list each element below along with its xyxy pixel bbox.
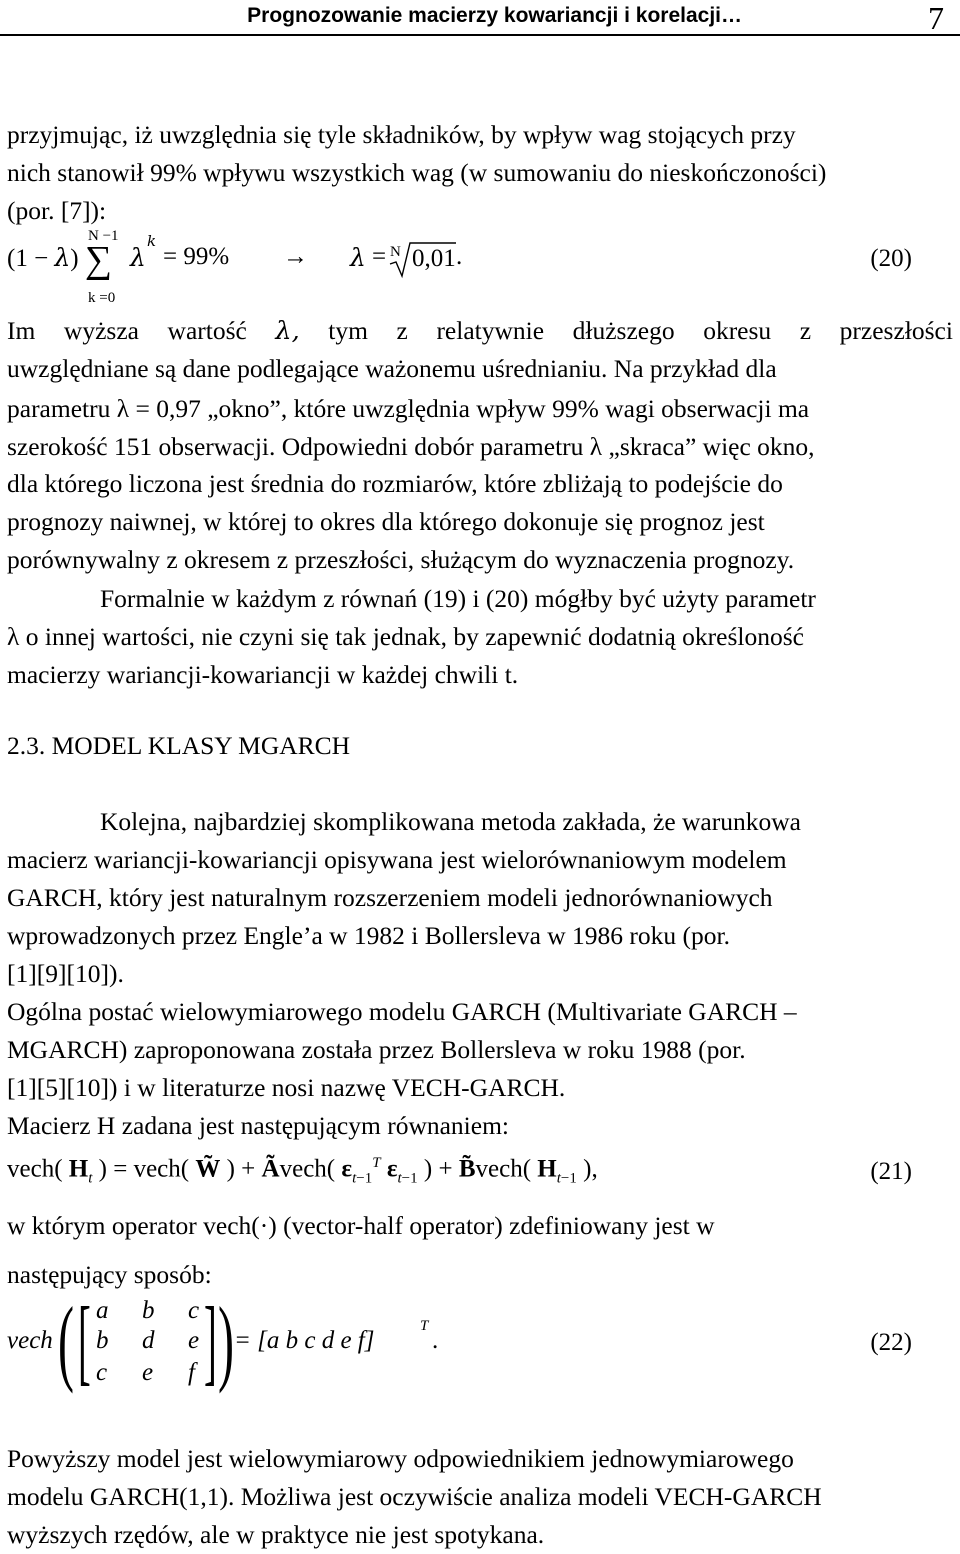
text-line: GARCH, który jest naturalnym rozszerzeniem modeli jednorównaniowych	[7, 883, 773, 912]
text-line: Ogólna postać wielowymiarowego modelu GARCH (Multivariate GARCH –	[7, 997, 797, 1026]
text-line: λ o innej wartości, nie czyni się tak jednak, by zapewnić dodatnią określoność	[7, 622, 804, 651]
text-line: prognozy naiwnej, w której to okres dla którego dokonuje się prognoz jest	[7, 507, 765, 536]
text-line: nich stanowił 99% wpływu wszystkich wag (w sumowaniu do nieskończoności)	[7, 158, 827, 187]
text-line: parametru λ = 0,97 „okno”, które uwzględnia wpływ 99% wagi obserwacji ma	[7, 394, 810, 423]
page-number: 7	[928, 0, 944, 36]
text-line: Powyższy model jest wielowymiarowy odpowiednikiem jednowymiarowego	[7, 1444, 794, 1473]
text-line: (por. [7]):	[7, 196, 107, 225]
text-line: szerokość 151 obserwacji. Odpowiedni dobór parametru λ „skraca” więc okno,	[7, 432, 815, 461]
section-heading: 2.3. MODEL KLASY MGARCH	[7, 731, 351, 760]
text-line: macierz wariancji-kowariancji opisywana jest wielorównaniowym modelem	[7, 845, 787, 874]
text-line: wyższych rzędów, ale w praktyce nie jest spotykana.	[7, 1520, 545, 1549]
text-line: [1][9][10]).	[7, 959, 124, 988]
page-header	[0, 0, 960, 36]
equation-number: (21)	[870, 1158, 912, 1185]
text-line: Kolejna, najbardziej skomplikowana metoda zakłada, że warunkowa	[100, 807, 801, 836]
text-line: następujący sposób:	[7, 1260, 212, 1289]
text-line: Macierz H zadana jest następującym równaniem:	[7, 1111, 509, 1140]
text-line: porównywalny z okresem z przeszłości, służącym do wyznaczenia prognozy.	[7, 545, 795, 574]
text-line: wprowadzonych przez Engle’a w 1982 i Bollersleva w 1986 roku (por.	[7, 921, 731, 950]
equation-number: (22)	[870, 1329, 912, 1356]
text-line: w którym operator vech(·) (vector-half operator) zdefiniowany jest w	[7, 1211, 715, 1240]
text-line: macierzy wariancji-kowariancji w każdej chwili t.	[7, 660, 519, 689]
text-line: Im wyższa wartość λ, tym z relatywnie dłuższego okresu z przeszłości	[7, 316, 953, 346]
equation-number: (20)	[870, 245, 912, 272]
text-line: [1][5][10]) i w literaturze nosi nazwę VECH-GARCH.	[7, 1073, 566, 1102]
text-line: przyjmując, iż uwzględnia się tyle składników, by wpływ wag stojących przy	[7, 120, 796, 149]
text-line: Formalnie w każdym z równań (19) i (20) mógłby być użyty parametr	[100, 584, 816, 613]
running-title: Prognozowanie macierzy kowariancji i korelacji…	[247, 4, 742, 27]
text-line: MGARCH) zaproponowana została przez Bollersleva w roku 1988 (por.	[7, 1035, 746, 1064]
text-line: dla którego liczona jest średnia do rozmiarów, które zbliżają to podejście do	[7, 469, 783, 498]
text-line: modelu GARCH(1,1). Możliwa jest oczywiście analiza modeli VECH-GARCH	[7, 1482, 822, 1511]
text-line: uwzględniane są dane podlegające ważonemu uśrednianiu. Na przykład dla	[7, 354, 777, 383]
